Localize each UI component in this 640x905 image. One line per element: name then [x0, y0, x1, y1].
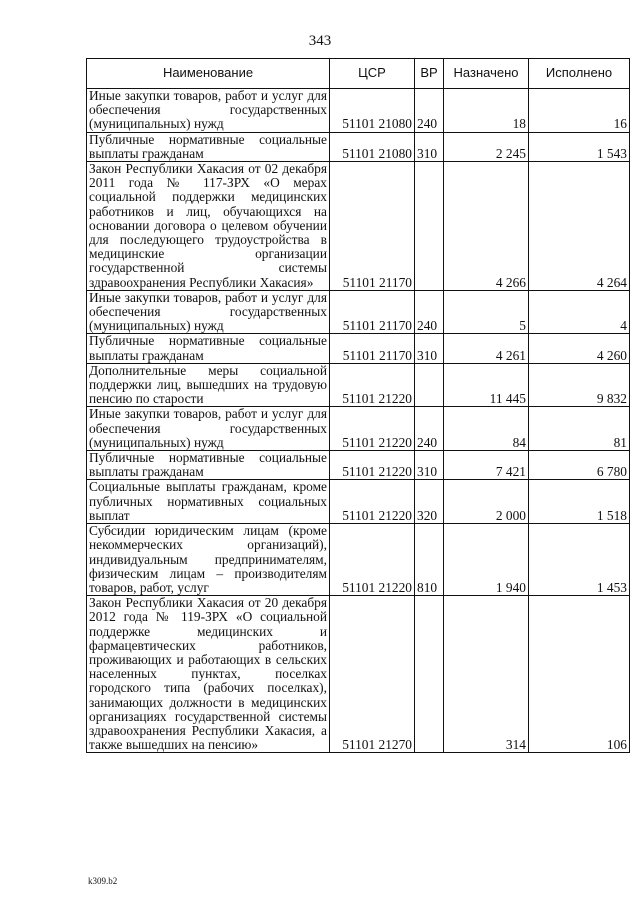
cell-assigned: 2 245 — [444, 132, 529, 161]
cell-assigned: 4 261 — [444, 334, 529, 363]
cell-vr: 240 — [415, 290, 444, 334]
cell-vr: 810 — [415, 524, 444, 596]
cell-vr: 320 — [415, 480, 444, 524]
cell-assigned: 7 421 — [444, 451, 529, 480]
cell-assigned: 5 — [444, 290, 529, 334]
cell-vr: 240 — [415, 89, 444, 133]
table-row — [87, 451, 630, 480]
cell-csr: 51101 21170 — [330, 162, 415, 291]
cell-vr — [415, 363, 444, 407]
table-row — [87, 290, 630, 334]
cell-assigned: 314 — [444, 596, 529, 753]
header-vr: ВР — [415, 59, 444, 89]
cell-csr: 51101 21170 — [330, 290, 415, 334]
table-header-row — [87, 59, 630, 89]
cell-vr: 240 — [415, 407, 444, 451]
cell-name: Иные закупки товаров, работ и услуг для обеспечения государственных (муниципальных) нужд — [87, 89, 330, 133]
cell-executed: 1 453 — [529, 524, 630, 596]
cell-assigned: 4 266 — [444, 162, 529, 291]
cell-csr: 51101 21220 — [330, 451, 415, 480]
cell-executed: 4 — [529, 290, 630, 334]
cell-executed: 106 — [529, 596, 630, 753]
table-row — [87, 524, 630, 596]
table-row — [87, 596, 630, 753]
cell-vr — [415, 596, 444, 753]
cell-vr: 310 — [415, 334, 444, 363]
cell-vr: 310 — [415, 451, 444, 480]
cell-csr: 51101 21170 — [330, 334, 415, 363]
cell-csr: 51101 21220 — [330, 524, 415, 596]
table-row — [87, 89, 630, 133]
cell-name: Публичные нормативные социальные выплаты гражданам — [87, 132, 330, 161]
cell-csr: 51101 21220 — [330, 480, 415, 524]
table-row — [87, 334, 630, 363]
cell-executed: 1 518 — [529, 480, 630, 524]
cell-name: Закон Республики Хакасия от 02 декабря 2011 года № 117-ЗРХ «О мерах социальной поддержки медицинских работников и лиц, обучающихся на основании договора о целевом обучении для последующего трудоустройства в медицинские организации государственной системы здравоохранения Республики Хакасия» — [87, 162, 330, 291]
table-row — [87, 132, 630, 161]
header-name: Наименование — [87, 59, 330, 89]
cell-assigned: 84 — [444, 407, 529, 451]
cell-name: Публичные нормативные социальные выплаты гражданам — [87, 334, 330, 363]
cell-executed: 4 264 — [529, 162, 630, 291]
budget-table — [86, 58, 630, 753]
header-executed: Исполнено — [529, 59, 630, 89]
table-body — [87, 89, 630, 753]
cell-assigned: 1 940 — [444, 524, 529, 596]
cell-name: Иные закупки товаров, работ и услуг для обеспечения государственных (муниципальных) нужд — [87, 407, 330, 451]
table-row — [87, 407, 630, 451]
cell-vr: 310 — [415, 132, 444, 161]
cell-executed: 6 780 — [529, 451, 630, 480]
header-csr: ЦСР — [330, 59, 415, 89]
cell-name: Дополнительные меры социальной поддержки лиц, вышедших на трудовую пенсию по старости — [87, 363, 330, 407]
table-row — [87, 162, 630, 291]
cell-assigned: 2 000 — [444, 480, 529, 524]
cell-executed: 4 260 — [529, 334, 630, 363]
cell-name: Закон Республики Хакасия от 20 декабря 2012 года № 119-ЗРХ «О социальной поддержке медицинских и фармацевтических работников, проживающих и работающих в сельских населенных пунктах, поселках городского типа (рабочих поселках), занимающих должности в медицинских организациях государственной системы здравоохранения Республики Хакасия, а также вышедших на пенсию» — [87, 596, 330, 753]
table-row — [87, 480, 630, 524]
cell-name: Иные закупки товаров, работ и услуг для обеспечения государственных (муниципальных) нужд — [87, 290, 330, 334]
cell-assigned: 11 445 — [444, 363, 529, 407]
cell-csr: 51101 21220 — [330, 407, 415, 451]
table-row — [87, 363, 630, 407]
cell-csr: 51101 21080 — [330, 89, 415, 133]
cell-name: Субсидии юридическим лицам (кроме некоммерческих организаций), индивидуальным предпринимателям, физическим лицам – производителям товаров, работ, услуг — [87, 524, 330, 596]
footer-code: k309.b2 — [88, 876, 118, 886]
cell-assigned: 18 — [444, 89, 529, 133]
header-assigned: Назначено — [444, 59, 529, 89]
cell-vr — [415, 162, 444, 291]
cell-executed: 9 832 — [529, 363, 630, 407]
cell-executed: 81 — [529, 407, 630, 451]
cell-csr: 51101 21080 — [330, 132, 415, 161]
cell-executed: 16 — [529, 89, 630, 133]
cell-csr: 51101 21270 — [330, 596, 415, 753]
cell-csr: 51101 21220 — [330, 363, 415, 407]
page-number: 343 — [308, 33, 332, 49]
cell-name: Социальные выплаты гражданам, кроме публичных нормативных социальных выплат — [87, 480, 330, 524]
cell-executed: 1 543 — [529, 132, 630, 161]
cell-name: Публичные нормативные социальные выплаты гражданам — [87, 451, 330, 480]
